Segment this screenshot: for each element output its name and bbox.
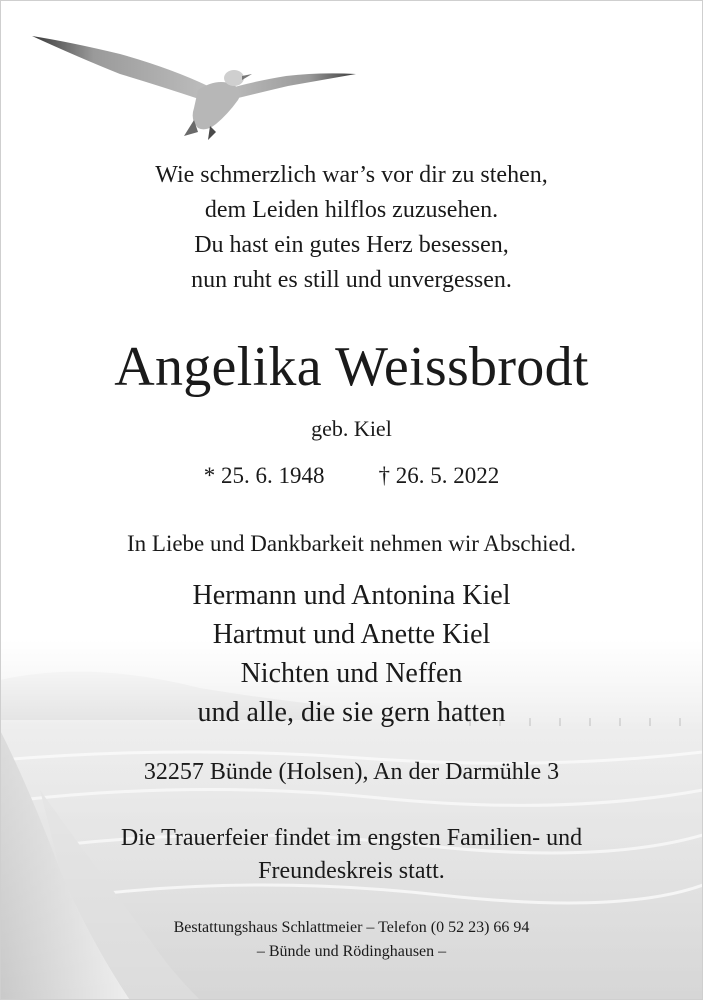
- farewell-text: In Liebe und Dankbarkeit nehmen wir Abschied.: [126, 531, 576, 556]
- funeral-home-line: – Bünde und Rödinghausen –: [256, 943, 447, 960]
- mourner-line: und alle, die sie gern hatten: [197, 697, 506, 728]
- service-line: Freundeskreis statt.: [258, 858, 445, 884]
- poem-line: Wie schmerzlich war’s vor dir zu stehen,: [155, 162, 548, 188]
- mourner-line: Hartmut und Anette Kiel: [212, 619, 491, 650]
- funeral-home-line: Bestattungshaus Schlattmeier – Telefon (0 52 23) 66 94: [173, 919, 530, 936]
- poem-line: dem Leiden hilflos zuzusehen.: [204, 197, 499, 223]
- service-line: Die Trauerfeier findet im engsten Familien- und: [120, 825, 583, 851]
- address: 32257 Bünde (Holsen), An der Darmühle 3: [143, 759, 560, 785]
- poem-line: Du hast ein gutes Herz besessen,: [194, 232, 509, 258]
- birth-date: * 25. 6. 1948: [203, 463, 325, 488]
- mourner-line: Nichten und Neffen: [240, 658, 463, 689]
- poem-line: nun ruht es still und unvergessen.: [191, 267, 512, 293]
- deceased-name: Angelika Weissbrodt: [114, 336, 589, 398]
- death-date: † 26. 5. 2022: [378, 463, 500, 488]
- mourner-line: Hermann und Antonina Kiel: [192, 580, 511, 611]
- birth-name: geb. Kiel: [311, 416, 392, 441]
